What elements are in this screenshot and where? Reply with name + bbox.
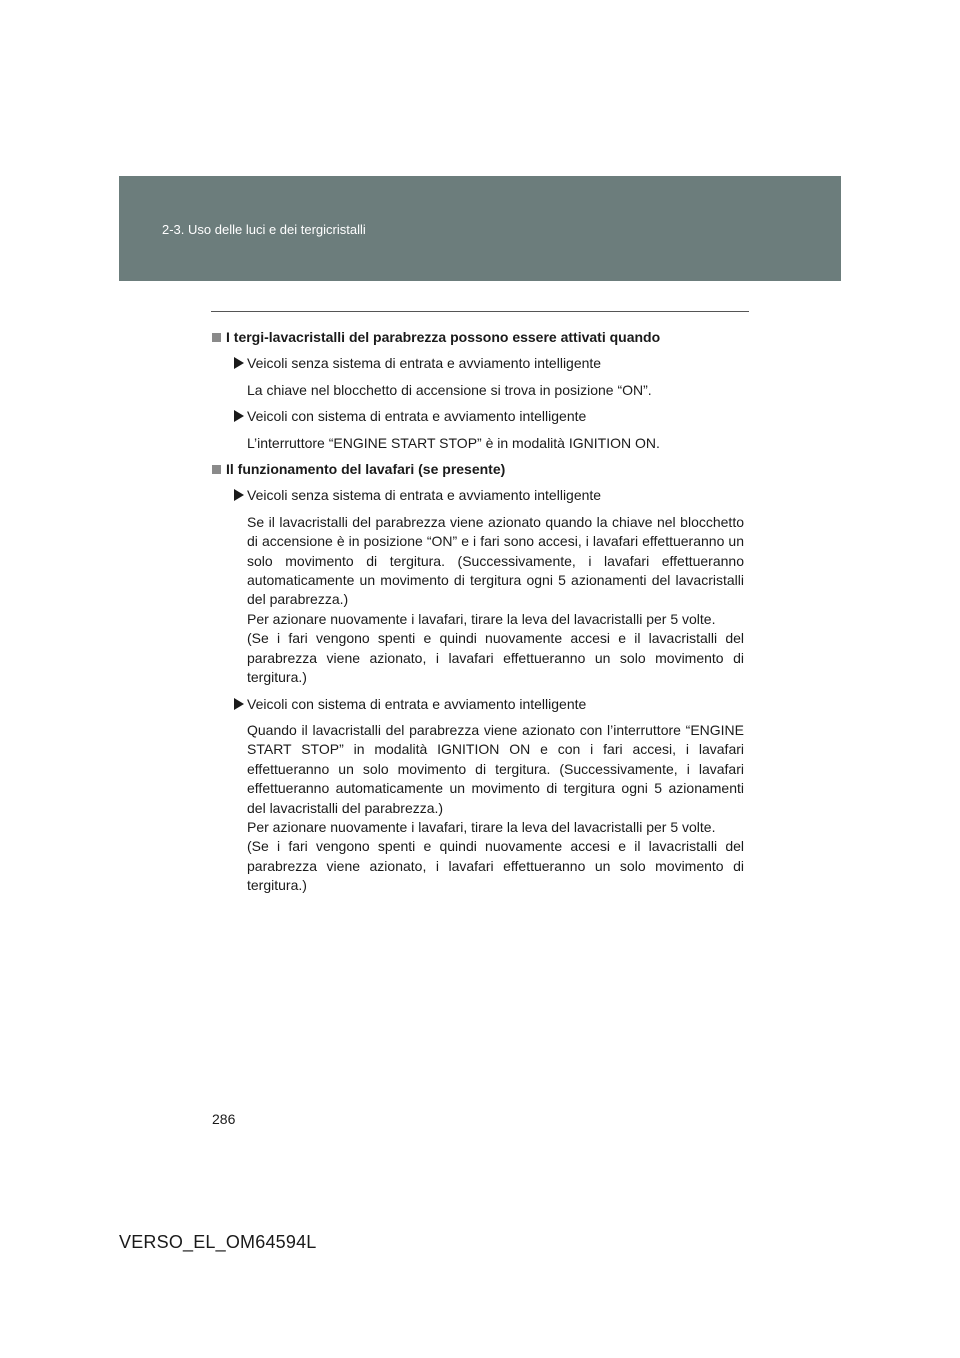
triangle-icon <box>234 489 244 501</box>
triangle-icon <box>234 357 244 369</box>
section-title: 2-3. Uso delle luci e dei tergicristalli <box>162 222 366 237</box>
paragraph: Per azionare nuovamente i lavafari, tirare la leva del lavacristalli per 5 volte. <box>247 610 716 627</box>
divider <box>211 311 749 312</box>
triangle-icon <box>234 698 244 710</box>
paragraph: Quando il lavacristalli del parabrezza viene azionato con l’interruttore “ENGINE START STOP” in modalità IGNITION ON e con i fari accesi, i lavafari effettueranno un solo movimento di tergitura. (Successivamente, i lavafari effettueranno automaticamente un movimento di tergitura ogni 5 azionamenti del lavacristalli del parabrezza.) <box>247 721 744 816</box>
list-item <box>234 354 744 373</box>
square-icon <box>212 333 221 342</box>
list-item-label: Veicoli senza sistema di entrata e avviamento intelligente <box>247 355 602 372</box>
section-heading-text: Il funzionamento del lavafari (se presente) <box>226 461 506 478</box>
list-item-label: Veicoli con sistema di entrata e avviamento intelligente <box>247 408 587 425</box>
list-item-label: Veicoli senza sistema di entrata e avviamento intelligente <box>247 487 602 504</box>
paragraph: L’interruttore “ENGINE START STOP” è in modalità IGNITION ON. <box>247 434 660 451</box>
triangle-icon <box>234 410 244 422</box>
section-heading <box>212 328 744 347</box>
paragraph: Se il lavacristalli del parabrezza viene azionato quando la chiave nel blocchetto di accensione è in posizione “ON” e i fari sono accesi, i lavafari effettueranno un solo movimento di tergitura. (Successivamente, i lavafari effettueranno automaticamente un movimento di tergitura ogni 5 azionamenti del lavacristalli del parabrezza.) <box>247 513 744 608</box>
square-icon <box>212 465 221 474</box>
section-heading-text: I tergi-lavacristalli del parabrezza possono essere attivati quando <box>226 329 661 345</box>
document-code: VERSO_EL_OM64594L <box>119 1232 317 1252</box>
section-heading <box>212 460 744 479</box>
main-content <box>212 328 744 903</box>
paragraph: La chiave nel blocchetto di accensione si trova in posizione “ON”. <box>247 381 652 398</box>
paragraph: (Se i fari vengono spenti e quindi nuovamente accesi e il lavacristalli del parabrezza viene azionato, i lavafari effettueranno un solo movimento di tergitura.) <box>247 838 744 894</box>
list-item <box>234 486 744 505</box>
paragraph: (Se i fari vengono spenti e quindi nuovamente accesi e il lavacristalli del parabrezza viene azionato, i lavafari effettueranno un solo movimento di tergitura.) <box>247 630 744 686</box>
list-item-label: Veicoli con sistema di entrata e avviamento intelligente <box>247 695 587 712</box>
list-item <box>234 695 744 714</box>
list-item <box>234 407 744 426</box>
section-header-band <box>119 176 841 281</box>
page-number: 286 <box>212 1111 236 1127</box>
paragraph: Per azionare nuovamente i lavafari, tirare la leva del lavacristalli per 5 volte. <box>247 818 716 835</box>
